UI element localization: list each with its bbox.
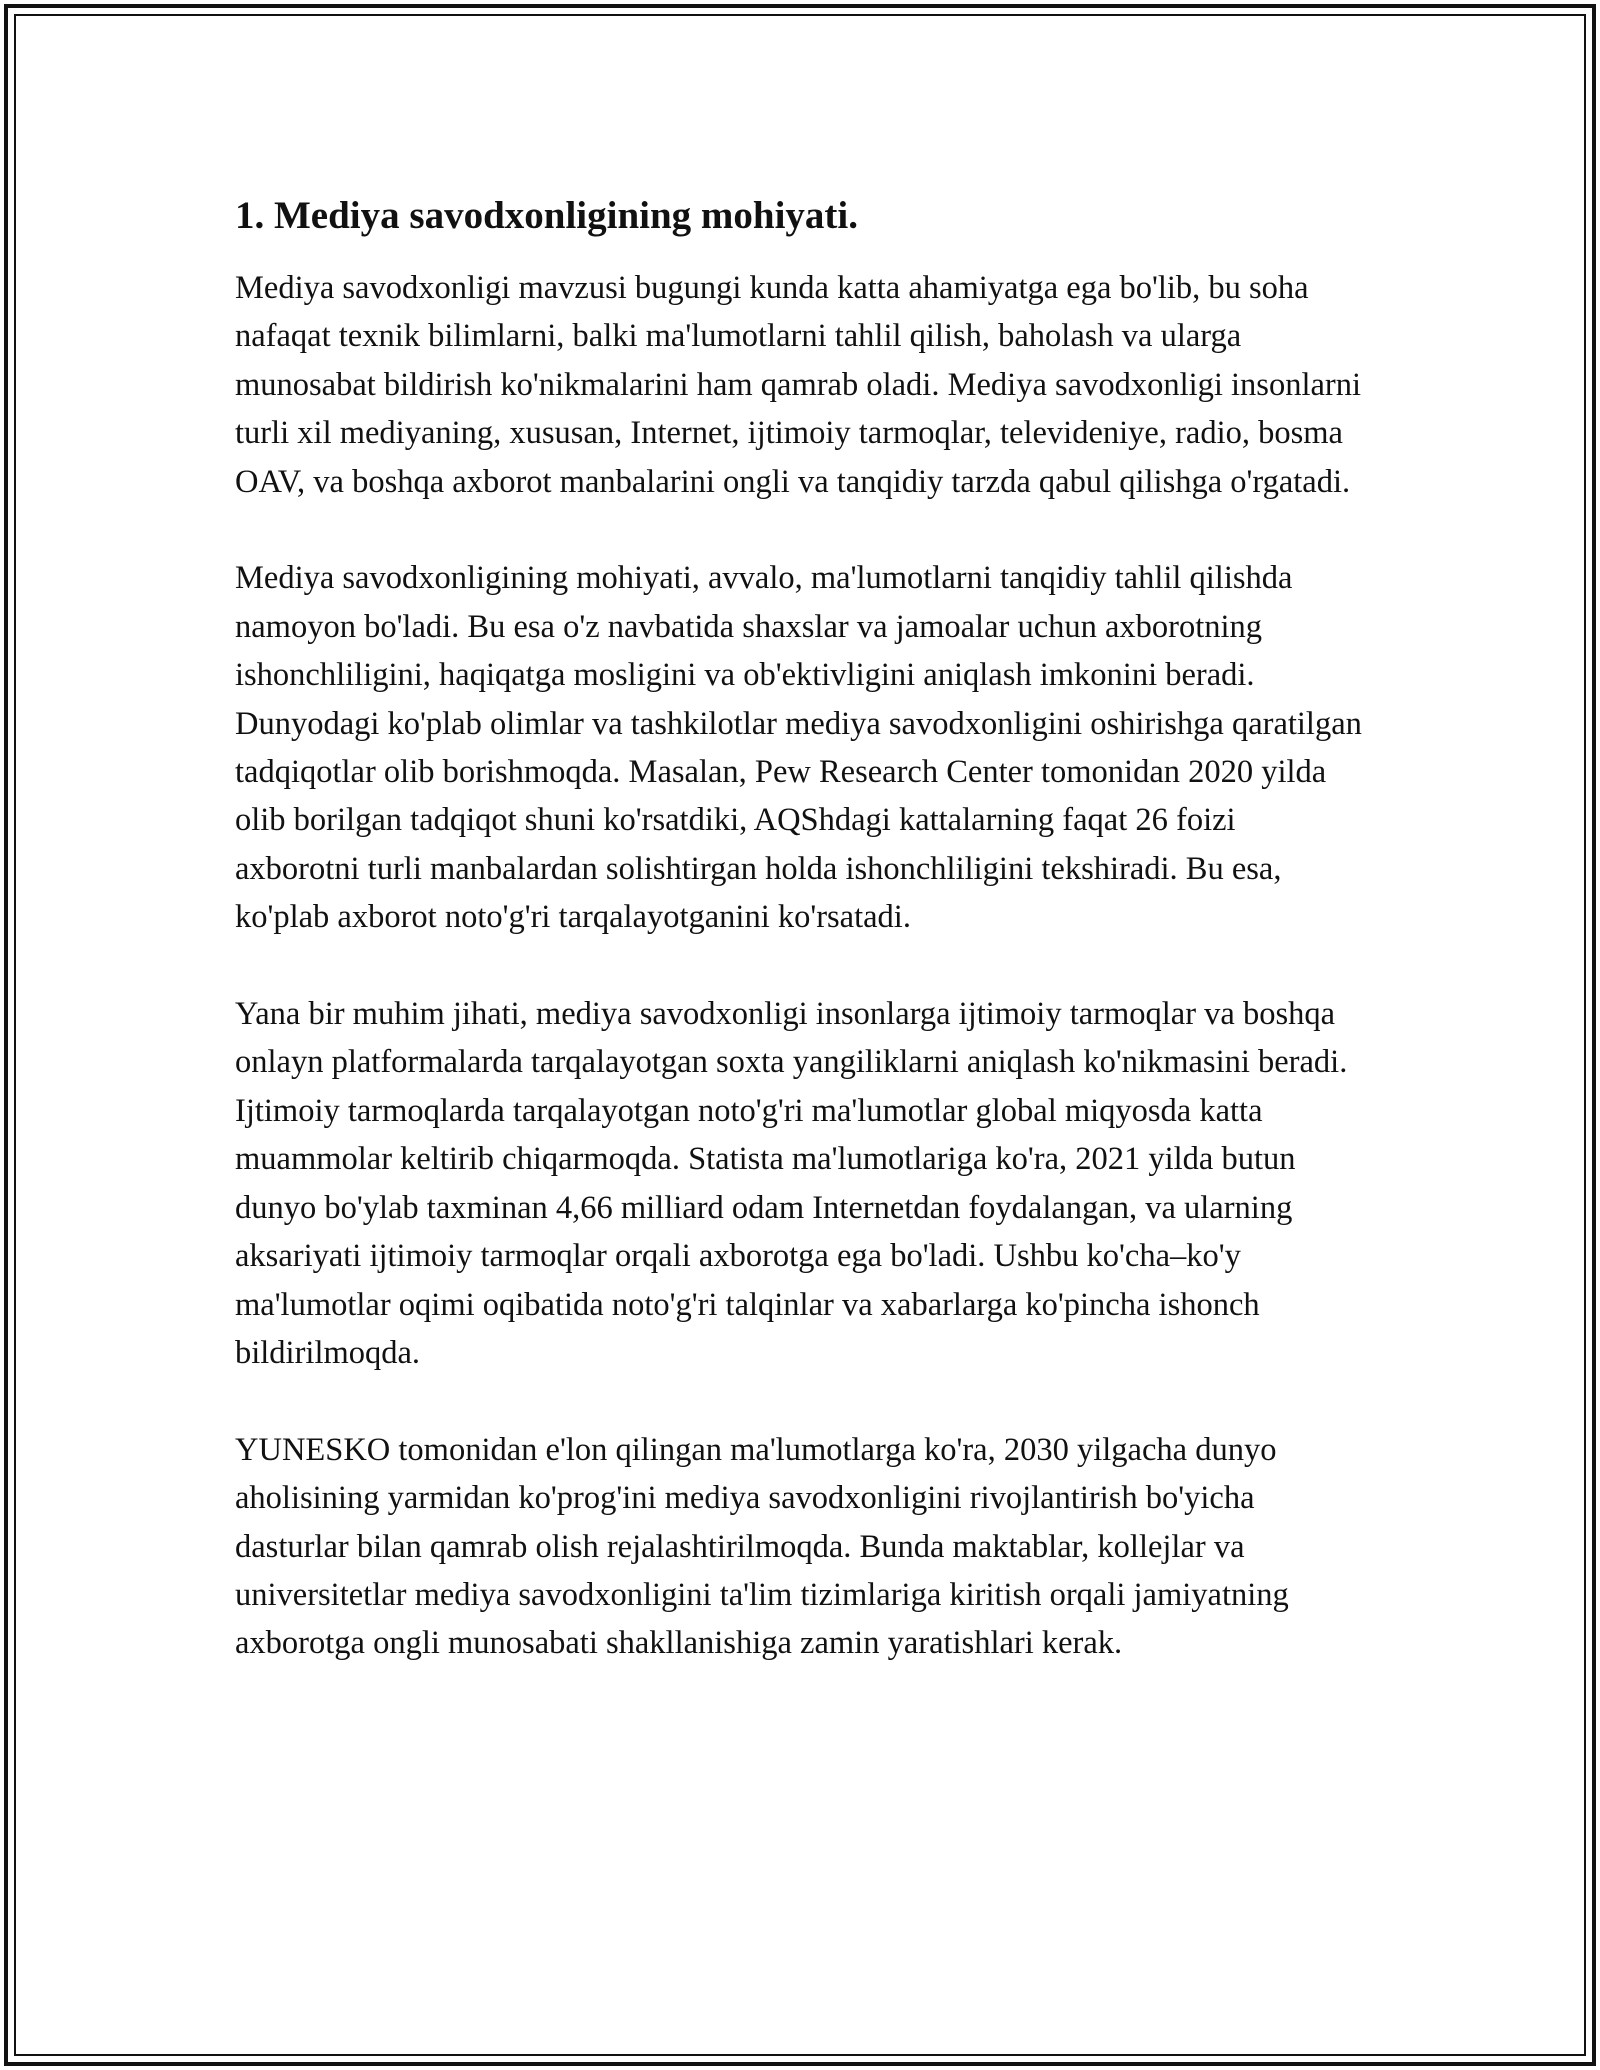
paragraph-1: Mediya savodxonligi mavzusi bugungi kunda katta ahamiyatga ega bo'lib, bu soha nafaqat texnik bilimlarni, balki ma'lumotlarni tahlil qilish, baholash va ularga munosabat bildirish ko'nikmalarini ham qamrab oladi. Mediya savodxonligi insonlarni turli xil mediyaning, xususan, Internet, ijtimoiy tarmoqlar, televideniye, radio, bosma OAV, va boshqa axborot manbalarini ongli va tanqidiy tarzda qabul qilishga o'rgatadi. [235, 270, 1362, 500]
paragraph-4: YUNESKO tomonidan e'lon qilingan ma'lumotlarga ko'ra, 2030 yilgacha dunyo aholisining yarmidan ko'prog'ini mediya savodxonligini rivojlantirish bo'yicha dasturlar bilan qamrab olish rejalashtirilmoqda. Bunda maktablar, kollejlar va universitetlar mediya savodxonligini ta'lim tizimlariga kiritish orqali jamiyatning axborotga ongli munosabati shakllanishiga zamin yaratishlari kerak. [235, 1431, 1289, 1662]
paragraph-2: Mediya savodxonligining mohiyati, avvalo, ma'lumotlarni tanqidiy tahlil qilishda namoyon bo'ladi. Bu esa o'z navbatida shaxslar va jamoalar uchun axborotning ishonchliligini, haqiqatga mosligini va ob'ektivligini aniqlash imkonini beradi. Dunyodagi ko'plab olimlar va tashkilotlar mediya savodxonligini oshirishga qaratilgan tadqiqotlar olib borishmoqda. Masalan, Pew Research Center tomonidan 2020 yilda olib borilgan tadqiqot shuni ko'rsatdiki, AQShdagi kattalarning faqat 26 foizi axborotni turli manbalardan solishtirgan holda ishonchliligini tekshiradi. Bu esa, ko'plab axborot noto'g'ri tarqalayotganini ko'rsatadi. [235, 560, 1362, 936]
section-heading: 1. Mediya savodxonligining mohiyati. [235, 194, 859, 237]
paragraph-3: Yana bir muhim jihati, mediya savodxonligi insonlarga ijtimoiy tarmoqlar va boshqa onlayn platformalarda tarqalayotgan soxta yangiliklarni aniqlash ko'nikmasini beradi. Ijtimoiy tarmoqlarda tarqalayotgan noto'g'ri ma'lumotlar global miqyosda katta muammolar keltirib chiqarmoqda. Statista ma'lumotlariga ko'ra, 2021 yilda butun dunyo bo'ylab taxminan 4,66 milliard odam Internetdan foydalangan, va ularning aksariyati ijtimoiy tarmoqlar orqali axborotga ega bo'ladi. Ushbu ko'cha–ko'y ma'lumotlar oqimi oqibatida noto'g'ri talqinlar va xabarlarga ko'pincha ishonch bildirilmoqda. [235, 996, 1348, 1371]
document-body [235, 188, 1365, 1716]
